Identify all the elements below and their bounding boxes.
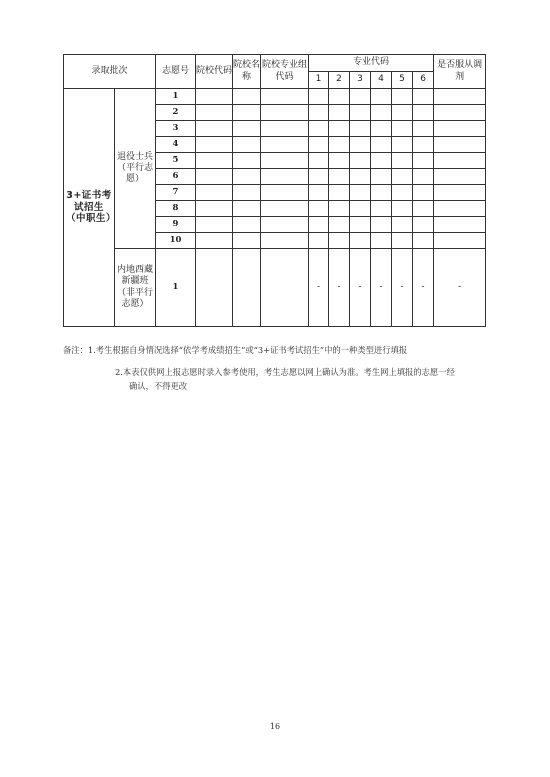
parallel-wish-number: 3 (156, 121, 196, 137)
note-line-1: 备注：1.考生根据自身情况选择“依学考成绩招生”或“3+证书考试招生”中的一种类型进行填报 (63, 345, 408, 355)
school-name-input-cell[interactable] (233, 153, 261, 169)
major-code-dash: - (392, 249, 413, 327)
major-code-input-cell[interactable] (350, 201, 371, 217)
parallel-wish-number: 8 (156, 201, 196, 217)
school-code-input-cell[interactable] (196, 233, 233, 249)
major-code-input-cell[interactable] (413, 217, 434, 233)
school-code-input-cell[interactable] (196, 169, 233, 185)
major-code-input-cell[interactable] (309, 153, 329, 169)
note-line-2: 2.本表仅供网上报志愿时录入参考使用，考生志愿以网上确认为准。考生网上填报的志愿一经 (115, 367, 455, 377)
school-code-input-cell[interactable] (196, 249, 233, 327)
accept-adjust-input-cell[interactable] (434, 105, 486, 121)
major-code-input-cell[interactable] (413, 169, 434, 185)
page-number: 16 (269, 722, 281, 731)
major-code-input-cell[interactable] (329, 217, 350, 233)
major-code-input-cell[interactable] (309, 185, 329, 201)
major-group-code-input-cell[interactable] (261, 153, 309, 169)
major-code-input-cell[interactable] (371, 121, 392, 137)
notes-section (63, 343, 503, 393)
major-code-input-cell[interactable] (350, 217, 371, 233)
header-school-code: 院校代码 (196, 55, 233, 89)
major-code-input-cell[interactable] (371, 137, 392, 153)
group-parallel-cell: 退役士兵（平行志愿） (115, 89, 156, 249)
school-name-input-cell[interactable] (233, 185, 261, 201)
school-name-input-cell[interactable] (233, 137, 261, 153)
major-code-input-cell[interactable] (350, 137, 371, 153)
accept-adjust-input-cell[interactable] (434, 217, 486, 233)
major-code-input-cell[interactable] (309, 217, 329, 233)
major-code-input-cell[interactable] (309, 121, 329, 137)
parallel-wish-number: 4 (156, 137, 196, 153)
school-code-input-cell[interactable] (196, 137, 233, 153)
header-major-code-col: 5 (392, 72, 413, 89)
school-code-input-cell[interactable] (196, 217, 233, 233)
school-name-input-cell[interactable] (233, 249, 261, 327)
major-code-dash: - (371, 249, 392, 327)
accept-adjust-input-cell[interactable] (434, 137, 486, 153)
major-code-input-cell[interactable] (350, 169, 371, 185)
parallel-wish-number: 1 (156, 89, 196, 105)
school-name-input-cell[interactable] (233, 121, 261, 137)
major-code-input-cell[interactable] (329, 105, 350, 121)
major-code-input-cell[interactable] (329, 185, 350, 201)
major-code-input-cell[interactable] (392, 169, 413, 185)
parallel-wish-number: 5 (156, 153, 196, 169)
accept-adjust-input-cell[interactable] (434, 185, 486, 201)
major-code-dash: - (350, 249, 371, 327)
major-code-dash: - (309, 249, 329, 327)
major-code-dash: - (413, 249, 434, 327)
accept-adjust-input-cell[interactable] (434, 89, 486, 105)
major-code-dash: - (329, 249, 350, 327)
major-code-input-cell[interactable] (392, 121, 413, 137)
major-code-input-cell[interactable] (413, 233, 434, 249)
parallel-wish-number: 2 (156, 105, 196, 121)
major-code-input-cell[interactable] (350, 121, 371, 137)
major-code-input-cell[interactable] (392, 137, 413, 153)
header-major-code-col: 3 (350, 72, 371, 89)
major-code-input-cell[interactable] (371, 233, 392, 249)
major-code-input-cell[interactable] (329, 137, 350, 153)
major-code-input-cell[interactable] (392, 217, 413, 233)
header-major-group-code: 院校专业组代码 (261, 55, 309, 89)
accept-adjust-input-cell[interactable] (434, 233, 486, 249)
header-school-name: 院校名称 (233, 55, 261, 89)
major-group-code-input-cell[interactable] (261, 169, 309, 185)
accept-adjust-dash: - (434, 249, 486, 327)
school-name-input-cell[interactable] (233, 217, 261, 233)
major-code-input-cell[interactable] (350, 233, 371, 249)
parallel-wish-number: 6 (156, 169, 196, 185)
parallel-wish-number: 10 (156, 233, 196, 249)
major-code-input-cell[interactable] (392, 201, 413, 217)
header-major-code-col: 2 (329, 72, 350, 89)
accept-adjust-input-cell[interactable] (434, 153, 486, 169)
major-group-code-input-cell[interactable] (261, 217, 309, 233)
major-code-input-cell[interactable] (371, 217, 392, 233)
school-code-input-cell[interactable] (196, 121, 233, 137)
major-code-input-cell[interactable] (413, 105, 434, 121)
wish-form-table (63, 54, 486, 327)
major-code-input-cell[interactable] (329, 233, 350, 249)
school-name-input-cell[interactable] (233, 169, 261, 185)
major-code-input-cell[interactable] (329, 89, 350, 105)
major-code-input-cell[interactable] (392, 233, 413, 249)
major-group-code-input-cell[interactable] (261, 185, 309, 201)
major-code-input-cell[interactable] (392, 153, 413, 169)
school-code-input-cell[interactable] (196, 185, 233, 201)
major-code-input-cell[interactable] (329, 121, 350, 137)
header-wish-no: 志愿号 (156, 55, 196, 89)
major-code-input-cell[interactable] (329, 169, 350, 185)
major-code-input-cell[interactable] (392, 105, 413, 121)
major-code-input-cell[interactable] (350, 105, 371, 121)
major-code-input-cell[interactable] (309, 201, 329, 217)
major-code-input-cell[interactable] (413, 121, 434, 137)
major-code-input-cell[interactable] (350, 185, 371, 201)
school-code-input-cell[interactable] (196, 153, 233, 169)
major-code-input-cell[interactable] (329, 201, 350, 217)
major-code-input-cell[interactable] (309, 89, 329, 105)
school-name-input-cell[interactable] (233, 233, 261, 249)
major-code-input-cell[interactable] (413, 89, 434, 105)
major-group-code-input-cell[interactable] (261, 201, 309, 217)
major-code-input-cell[interactable] (309, 233, 329, 249)
major-group-code-input-cell[interactable] (261, 233, 309, 249)
nonparallel-wish-number: 1 (156, 249, 196, 327)
major-group-code-input-cell[interactable] (261, 137, 309, 153)
major-code-input-cell[interactable] (309, 137, 329, 153)
header-accept-adjust: 是否服从调剂 (434, 55, 486, 89)
batch-cell: 3+证书考试招生（中职生） (64, 89, 115, 327)
header-major-code-col: 1 (309, 72, 329, 89)
accept-adjust-input-cell[interactable] (434, 201, 486, 217)
header-major-code: 专业代码 (309, 55, 434, 72)
major-code-input-cell[interactable] (371, 201, 392, 217)
major-group-code-input-cell[interactable] (261, 121, 309, 137)
header-major-code-col: 6 (413, 72, 434, 89)
school-code-input-cell[interactable] (196, 201, 233, 217)
major-code-input-cell[interactable] (350, 89, 371, 105)
header-major-code-col: 4 (371, 72, 392, 89)
major-code-input-cell[interactable] (309, 169, 329, 185)
school-code-input-cell[interactable] (196, 105, 233, 121)
major-code-input-cell[interactable] (392, 89, 413, 105)
major-code-input-cell[interactable] (371, 89, 392, 105)
parallel-wish-number: 7 (156, 185, 196, 201)
major-code-input-cell[interactable] (309, 105, 329, 121)
note-line-3: 确认，不得更改 (129, 381, 188, 391)
group-nonparallel-cell: 内地西藏新疆班（非平行志愿） (115, 249, 156, 327)
accept-adjust-input-cell[interactable] (434, 121, 486, 137)
major-code-input-cell[interactable] (371, 169, 392, 185)
major-code-input-cell[interactable] (413, 185, 434, 201)
major-code-input-cell[interactable] (413, 201, 434, 217)
major-code-input-cell[interactable] (371, 105, 392, 121)
major-code-input-cell[interactable] (371, 153, 392, 169)
major-group-code-input-cell[interactable] (261, 89, 309, 105)
header-batch: 录取批次 (64, 55, 156, 89)
school-name-input-cell[interactable] (233, 105, 261, 121)
school-name-input-cell[interactable] (233, 89, 261, 105)
accept-adjust-input-cell[interactable] (434, 169, 486, 185)
major-code-input-cell[interactable] (392, 185, 413, 201)
major-code-input-cell[interactable] (413, 153, 434, 169)
major-code-input-cell[interactable] (329, 153, 350, 169)
major-group-code-input-cell[interactable] (261, 105, 309, 121)
major-code-input-cell[interactable] (413, 137, 434, 153)
parallel-wish-number: 9 (156, 217, 196, 233)
major-group-code-input-cell[interactable] (261, 249, 309, 327)
major-code-input-cell[interactable] (371, 185, 392, 201)
school-code-input-cell[interactable] (196, 89, 233, 105)
major-code-input-cell[interactable] (350, 153, 371, 169)
school-name-input-cell[interactable] (233, 201, 261, 217)
